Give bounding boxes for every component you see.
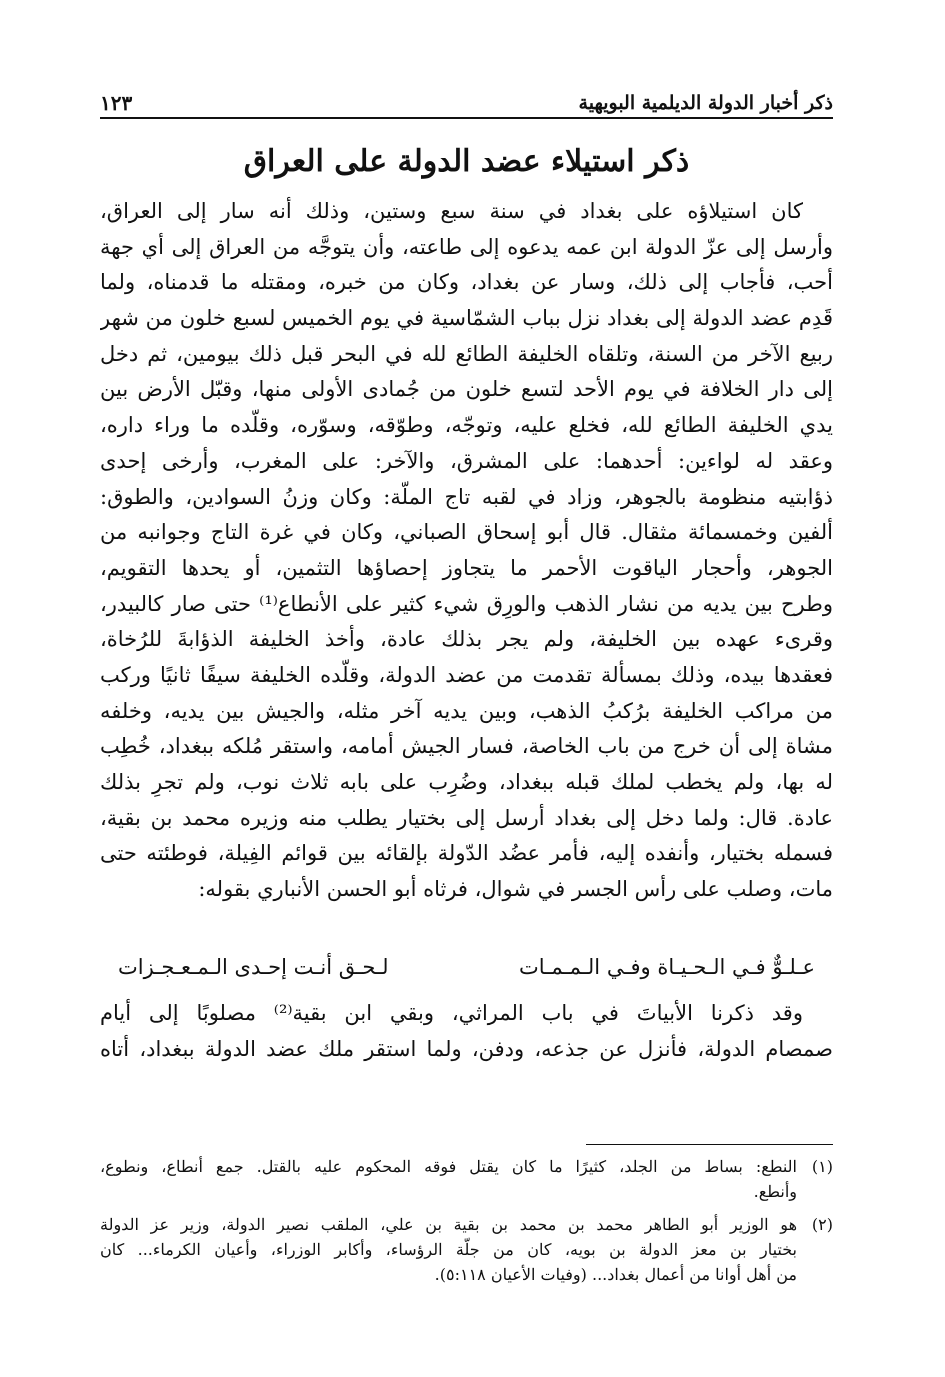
footnote-line: وأنطع. [753,1182,797,1201]
footnotes [100,1154,833,1295]
footnote-number: (٢) [811,1215,833,1234]
text-line: وقرىء عهده بين الخليفة، ولم يجر بذلك عادة، وأخذ الخليفة الذؤابةَ للرُخاة، [100,627,833,652]
text-line: أحب، فأجاب إلى ذلك، وسار عن بغداد، وكان من خبره، ومقتله ما قدمناه، ولما [100,270,833,295]
text-line: وعقد له لواءين: أحدهما: على المشرق، والآخر: على المغرب، وأرخى إحدى [100,448,833,473]
text-line: قَدِم عضد الدولة إلى بغداد نزل بباب الشمّاسية في يوم الخميس لسبع خلون من شهر [100,306,833,331]
text-line: ذؤابتيه منظومة بالجوهر، وزاد في لقبه تاج الملّة: وكان وزنُ السوادين، والطوق: [100,484,833,509]
running-head [100,86,833,116]
footnote-line: من أهل أوانا من أعمال بغداد... (وفيات الأعيان ٥:١١٨). [434,1265,797,1284]
chapter-title: ذكر استيلاء عضد الدولة على العراق [243,144,690,179]
text-line: ربيع الآخر من السنة، وتلقاه الخليفة الطائع لله في البحر قبل ذلك بيومين، ثم دخل [100,341,833,366]
text-line: عادة. قال: ولما دخل إلى بغداد أرسل إلى بختيار يطلب منه وزيره محمد بن بقية، [100,805,833,830]
text-line: ألفين وخمسمائة مثقال. قال أبو إسحاق الصباني، وكان في غرة التاج وجوانبه من [100,520,833,545]
footnote-rule [586,1144,833,1145]
running-title: ذكر أخبار الدولة الديلمية البويهية [578,92,833,114]
footnote-line: هو الوزير أبو الطاهر محمد بن محمد بن بقية بن علي، الملقب نصير الدولة، وزير عز الدولة [100,1215,797,1234]
footnote-body [100,1212,797,1287]
main-paragraph [100,194,833,908]
header-rule [100,117,833,119]
text-line: من مراكب الخليفة برُكبُ الذهب، وبين يديه آخر مثله، والجيش بين يديه، وخلفه [100,698,833,723]
footnote-line: النطع: بساط من الجلد، كثيرًا ما كان يقتل فوقه المحكوم عليه بالقتل. جمع أنطاع، ونطوع، [100,1157,797,1176]
text-line: له بها، ولم يخطب لملك قبله ببغداد، وضُرِب على بابه ثلاث نوب، ولم تجرِ بذلك [100,770,833,794]
text-line: كان استيلاؤه على بغداد في سنة سبع وستين، وذلك أنه سار إلى العراق، [100,199,803,223]
text-line: وطرح بين يديه من نشار الذهب والورِق شيء كثير على الأنطاع⁽¹⁾ حتى صار كالبيدر، [100,591,833,616]
text-line: فعقدها بيده، وذلك بمسألة تقدمت من عضد الدولة، وقلّده الخليفة سيفًا ثانيًا وركب [100,662,833,687]
text-line: صمصام الدولة، فأنزل عن جذعه، ودفن، ولما استقر ملك عضد الدولة ببغداد، أتاه [100,1036,833,1061]
footnote-2 [100,1212,833,1287]
footnote-1 [100,1154,833,1204]
text-line: وأرسل إلى عزّ الدولة ابن عمه يدعوه إلى طاعته، وأن يتوجَّه من العراق إلى أي جهة [100,234,833,259]
text-line: فسمله بختيار، وأنفده إليه، فأمر عضُد الدّولة بإلقائه بين قوائم الفِيلة، فوطئته حتى [100,841,833,866]
text-line: مشاة إلى أن خرج من باب الخاصة، فسار الجيش أمامه، واستقر مُلكه ببغداد، خُطِب [100,734,833,759]
second-paragraph [100,996,833,1067]
text-line: إلى دار الخلافة في يوم الأحد لتسع خلون من جُمادى الأولى منها، وقبّل الأرض بين [100,377,833,402]
footnote-line: بختيار بن معز الدولة بن بويه، كان من جلّة الرؤساء، وأكابر الوزراء، وأعيان الكرماء... كان [100,1240,797,1259]
footnote-body [100,1154,797,1204]
text-line: الجوهر، وأحجار الياقوت الأحمر ما يتجاوز إحصاؤها التثمين، أو يحدها التقويم، [100,555,833,580]
text-line: مات، وصلب على رأس الجسر في شوال، فرثاه أبو الحسن الأنباري بقوله: [198,877,833,902]
verse-first-hemistich: عـلـوٌّ فـي الـحـيـاة وفـي الـمـمـات [519,955,815,979]
verse-second-hemistich: لـحـق أنـت إحـدى الـمـعـجـزات [118,955,389,979]
footnote-number: (١) [811,1157,833,1176]
page-number: ١٢٣ [100,91,133,115]
text-line: يدي الخليفة الطائع لله، فخلع عليه، وتوجّه، وطوّقه، وسوّره، وقلّده ما وراء داره، [100,413,833,438]
text-line: وقد ذكرنا الأبياتَ في باب المراثي، وبقي ابن بقية⁽²⁾ مصلوبًا إلى أيام [100,1001,803,1025]
poem-verse [118,948,815,986]
